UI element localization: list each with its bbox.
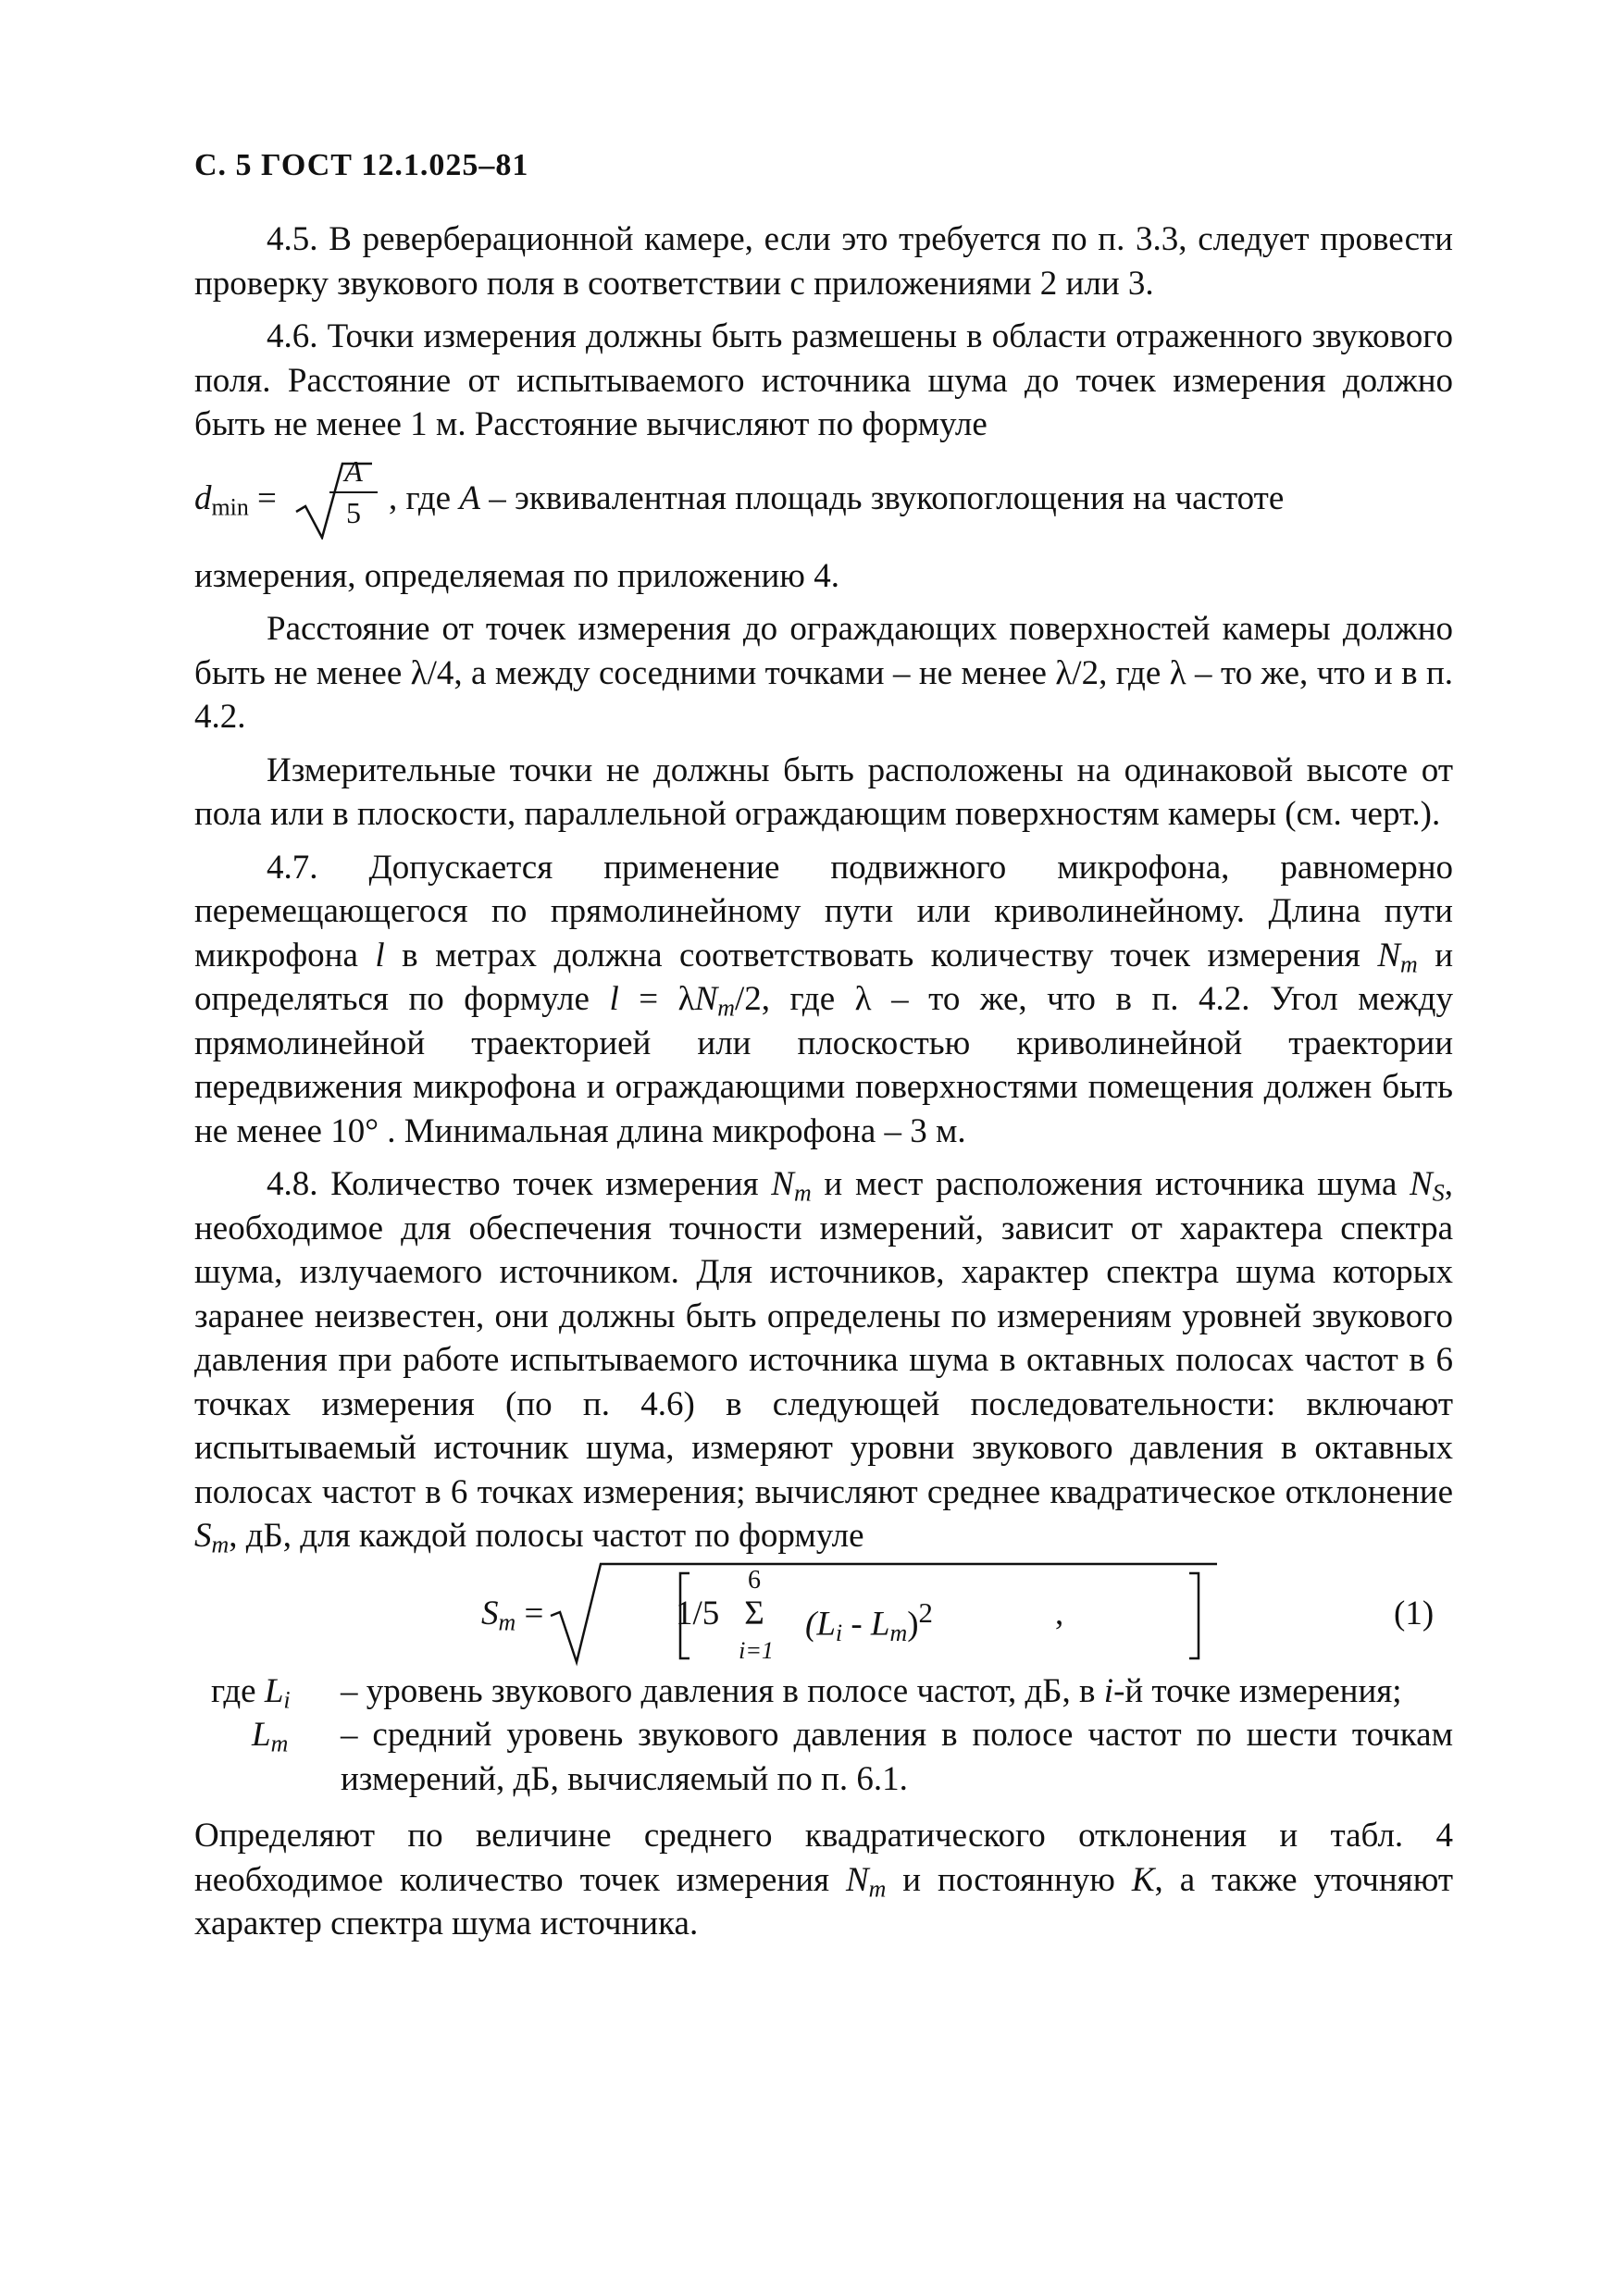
where-item-lm (194, 1713, 1453, 1801)
sum-lower-limit: i=1 (739, 1636, 774, 1664)
paragraph-4-5: 4.5. В реверберационной камере, если это требуется по п. 3.3, следует провести проверку звукового поля в соответствии с приложениями 2 или 3. (194, 220, 1453, 303)
formula-1-lhs: $S_m$ = (481, 1594, 544, 1635)
paragraph-distance: Расстояние от точек измерения до ограждающих поверхностей камеры должно быть не менее λ/4, а между соседними точками – не менее λ/2, где λ – то же, что и в п. 4.2. (194, 610, 1453, 736)
sum-sign: Σ (744, 1594, 764, 1632)
fraction-bar (329, 491, 378, 493)
formula-1-comma: , (1055, 1594, 1064, 1632)
paragraph-4-6-continued: измерения, определяемая по приложению 4. (194, 556, 839, 595)
paragraph-measurement-points: Измерительные точки не должны быть расположены на одинаковой высоте от пола или в плоскости, параллельной ограждающим поверхностям камеры (см. черт.). (194, 751, 1453, 833)
paragraph-final: Определяют по величине среднего квадратического отклонения и табл. 4 необходимое количество точек измерения $N_m$ и постоянную K, а также уточняют характер спектра шума источника. (194, 1817, 1454, 1942)
paragraph-4-6: 4.6. Точки измерения должны быть размешены в области отраженного звукового поля. Расстояние от испытываемого источника шума до точек измерения должно быть не менее 1 м. Расстояние вычисляют по формуле (194, 317, 1453, 443)
dmin-description: , где A – эквивалентная площадь звукопоглощения на частоте (389, 478, 1285, 517)
paragraph-4-8: 4.8. Количество точек измерения $N_m$ и мест расположения источника шума $N_S$, необходимое для обеспечения точности измерений, зависит от характера спектра шума, излучаемого источником. Для источников, характер спектра шума которых заранее неизвестен, они должны быть определены по измерениям уровней звукового давления при работе испытываемого источника шума в октавных полосах частот в 6 точках измерения (по п. 4.6) в следующей последовательности: включают испытываемый источник шума, измеряют уровни звукового давления в октавных полосах частот в 6 точках измерения; вычисляют среднее квадратическое отклонение $S_m$, дБ, для каждой полосы частот по формуле (194, 1165, 1453, 1558)
dmin-symbol: $d_{min}$ = (194, 478, 277, 520)
formula-1 (194, 1558, 1453, 1669)
dmin-formula (194, 453, 1453, 554)
where-label-lm: $L_m$ (252, 1716, 289, 1757)
fraction-numerator: A (344, 453, 363, 488)
where-text-lm: – средний уровень звукового давления в полосе частот по шести точкам измерений, дБ, вычисляемый по п. 6.1. (341, 1716, 1453, 1798)
fraction-denominator: 5 (346, 495, 361, 529)
formula-1-coefficient: 1/5 (676, 1594, 720, 1632)
where-block (194, 1669, 1453, 1802)
document-body (194, 217, 1453, 1946)
where-item-li (194, 1669, 1453, 1714)
dmin-fraction (329, 453, 378, 530)
formula-1-term: $(L_i - L_m)^2$ (805, 1596, 933, 1646)
formula-1-number: (1) (1394, 1594, 1435, 1632)
sum-upper-limit: 6 (748, 1565, 761, 1595)
where-text-li: – уровень звукового давления в полосе частот, дБ, в i-й точке измерения; (341, 1671, 1402, 1710)
paragraph-4-7: 4.7. Допускается применение подвижного микрофона, равномерно перемещающегося по прямолинейному пути или криволинейному. Длина пути микрофона l в метрах должна соответствовать количеству точек измерения $N_m$ и определяться по формуле $l = \lambda N_m/2$, где λ – то же, что в п. 4.2. Угол между прямолинейной траекторией или плоскостью криволинейной траектории передвижения микрофона и ограждающими поверхностями помещения должен быть не менее 10° . Минимальная длина микрофона – 3 м. (194, 848, 1453, 1150)
where-label-li: где $L_i$ (211, 1671, 291, 1713)
page-header: С. 5 ГОСТ 12.1.025–81 (194, 148, 529, 182)
